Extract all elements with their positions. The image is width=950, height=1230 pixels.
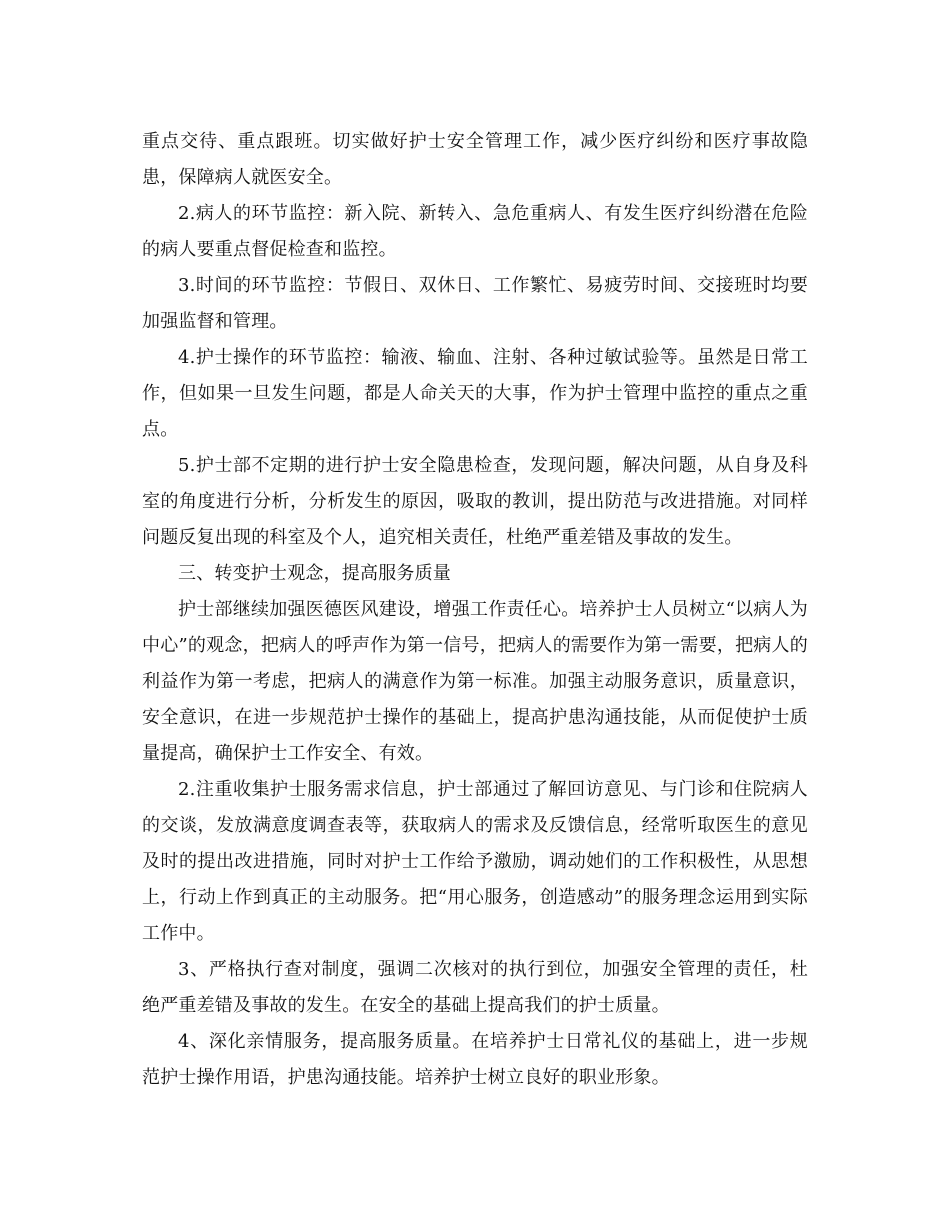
paragraph-9: 4、深化亲情服务，提高服务质量。在培养护士日常礼仪的基础上，进一步规范护士操作用语，护患沟通技能。培养护士树立良好的职业形象。	[142, 1031, 808, 1088]
paragraph-3: 3.时间的环节监控：节假日、双休日、工作繁忙、易疲劳时间、交接班时均要加强监督和管理。	[142, 275, 808, 332]
paragraph-2: 2.病人的环节监控：新入院、新转入、急危重病人、有发生医疗纠纷潜在危险的病人要重点督促检查和监控。	[142, 203, 808, 260]
paragraph-5: 5.护士部不定期的进行护士安全隐患检查，发现问题，解决问题，从自身及科室的角度进行分析，分析发生的原因，吸取的教训，提出防范与改进措施。对同样问题反复出现的科室及个人，追究相关责任，杜绝严重差错及事故的发生。	[142, 455, 808, 548]
document-body	[142, 124, 808, 1096]
paragraph-7: 2.注重收集护士服务需求信息，护士部通过了解回访意见、与门诊和住院病人的交谈，发放满意度调查表等，获取病人的需求及反馈信息，经常听取医生的意见及时的提出改进措施，同时对护士工作给予激励，调动她们的工作积极性，从思想上，行动上作到真正的主动服务。把“用心服务，创造感动”的服务理念运用到实际工作中。	[142, 779, 808, 944]
paragraph-4: 4.护士操作的环节监控：输液、输血、注射、各种过敏试验等。虽然是日常工作，但如果一旦发生问题，都是人命关天的大事，作为护士管理中监控的重点之重点。	[142, 347, 808, 440]
section-heading: 三、转变护士观念，提高服务质量	[178, 563, 451, 584]
paragraph-8: 3、严格执行查对制度，强调二次核对的执行到位，加强安全管理的责任，杜绝严重差错及事故的发生。在安全的基础上提高我们的护士质量。	[142, 959, 808, 1016]
paragraph-1: 重点交待、重点跟班。切实做好护士安全管理工作，减少医疗纠纷和医疗事故隐患，保障病人就医安全。	[142, 131, 808, 188]
paragraph-6: 护士部继续加强医德医风建设，增强工作责任心。培养护士人员树立“以病人为中心”的观念，把病人的呼声作为第一信号，把病人的需要作为第一需要，把病人的利益作为第一考虑，把病人的满意作为第一标准。加强主动服务意识，质量意识，安全意识，在进一步规范护士操作的基础上，提高护患沟通技能，从而促使护士质量提高，确保护士工作安全、有效。	[142, 599, 808, 764]
